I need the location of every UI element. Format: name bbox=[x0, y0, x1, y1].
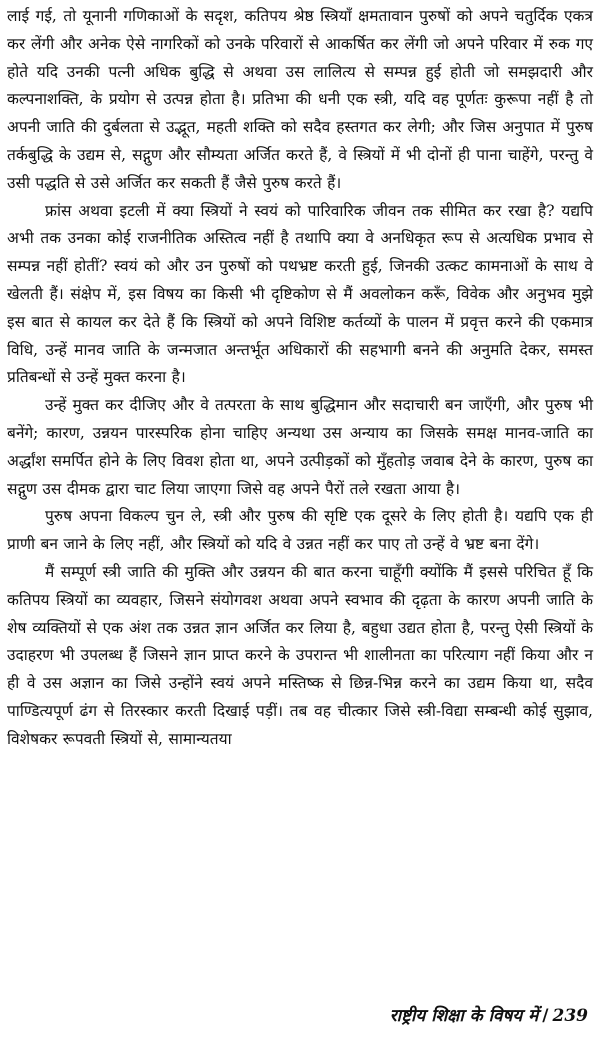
paragraph: फ्रांस अथवा इटली में क्या स्त्रियों ने स्वयं को पारिवारिक जीवन तक सीमित कर रखा है? यद्यपि अभी तक उनका कोई राजनीतिक अस्तित्व नहीं है तथापि क्या वे अनधिकृत रूप से अत्यधिक प्रभाव से सम्पन्न नहीं होतीं? स्वयं को और उन पुरुषों को पथभ्रष्ट करती हुई, जिनकी उत्कट कामनाओं के साथ वे खेलती हैं। संक्षेप में, इस विषय का किसी भी दृष्टिकोण से मैं अवलोकन करूँ, विवेक और अनुभव मुझे इस बात से कायल कर देते हैं कि स्त्रियों को अपने विशिष्ट कर्तव्यों के पालन में प्रवृत्त करने की एकमात्र विधि, उन्हें मानव जाति के जन्मजात अन्तर्भूत अधिकारों की सहभागी बनने की अनुमति देकर, समस्त प्रतिबन्धों से उन्हें मुक्त करना है। bbox=[7, 201, 593, 387]
paragraph: उन्हें मुक्त कर दीजिए और वे तत्परता के साथ बुद्धिमान और सदाचारी बन जाएँगी, और पुरुष भी बनेंगे; कारण, उन्नयन पारस्परिक होना चाहिए अन्यथा उस अन्याय का जिसके समक्ष मानव-जाति का अर्द्धांश समर्पित होने के लिए विवश होता था, अपने उत्पीड़कों को मुँहतोड़ जवाब देने के कारण, पुरुष का सद्गुण उस दीमक द्वारा चाट लिया जाएगा जिसे वह अपने पैरों तले रखता आया है। bbox=[7, 396, 593, 498]
running-title: राष्ट्रीय शिक्षा के विषय में bbox=[389, 1006, 539, 1026]
page-footer bbox=[390, 1003, 588, 1026]
page-number: 239 bbox=[552, 1006, 588, 1026]
paragraph: मैं सम्पूर्ण स्त्री जाति की मुक्ति और उन्नयन की बात करना चाहूँगी क्योंकि मैं इससे परिचित हूँ कि कतिपय स्त्रियों का व्यवहार, जिसने संयोगवश अथवा अपने स्वभाव की दृढ़ता के कारण अपनी जाति के शेष व्यक्तियों से एक अंश तक उन्नत ज्ञान अर्जित कर लिया है, बहुधा उद्यत होता है, परन्तु ऐसी स्त्रियों के उदाहरण भी उपलब्ध हैं जिसने ज्ञान प्राप्त करने के उपरान्त भी शालीनता का परित्याग नहीं किया और न ही वे उस अज्ञान का जिसे उन्होंने स्वयं अपने मस्तिष्क से छिन्न-भिन्न करने का उद्यम किया था, सदैव पाण्डित्यपूर्ण ढंग से तिरस्कार करती दिखाई पड़ीं। तब वह चीत्कार जिसे स्त्री-विद्या सम्बन्धी कोई सुझाव, विशेषकर रूपवती स्त्रियों से, सामान्यतया bbox=[7, 562, 593, 748]
body-text bbox=[7, 3, 593, 754]
footer-separator: / bbox=[542, 1006, 549, 1026]
paragraph: लाई गई, तो यूनानी गणिकाओं के सदृश, कतिपय श्रेष्ठ स्त्रियाँ क्षमतावान पुरुषों को अपने चतुर्दिक एकत्र कर लेंगी और अनेक ऐसे नागरिकों को उनके परिवारों से आकर्षित कर लेंगी जो अपने परिवार में रुक गए होते यदि उनकी पत्नी अधिक बुद्धि से अथवा उस लालित्य से सम्पन्न हुई होती जो समझदारी और कल्पनाशक्ति, के प्रयोग से उत्पन्न होता है। प्रतिभा की धनी एक स्त्री, यदि वह पूर्णतः कुरूपा नहीं है तो अपनी जाति की दुर्बलता से उद्भूत, महती शक्ति को सदैव हस्तगत कर लेगी; और जिस अनुपात में पुरुष तर्कबुद्धि के उद्यम से, सद्गुण और सौम्यता अर्जित करते हैं, वे स्त्रियों में भी दोनों ही पाना चाहेंगे, परन्तु वे उसी पद्धति से उसे अर्जित कर सकती हैं जैसे पुरुष करते हैं। bbox=[7, 7, 593, 192]
paragraph: पुरुष अपना विकल्प चुन ले, स्त्री और पुरुष की सृष्टि एक दूसरे के लिए होती है। यद्यपि एक ही प्राणी बन जाने के लिए नहीं, और स्त्रियों को यदि वे उन्नत नहीं कर पाए तो उन्हें वे भ्रष्ट बना देंगे। bbox=[7, 507, 593, 554]
